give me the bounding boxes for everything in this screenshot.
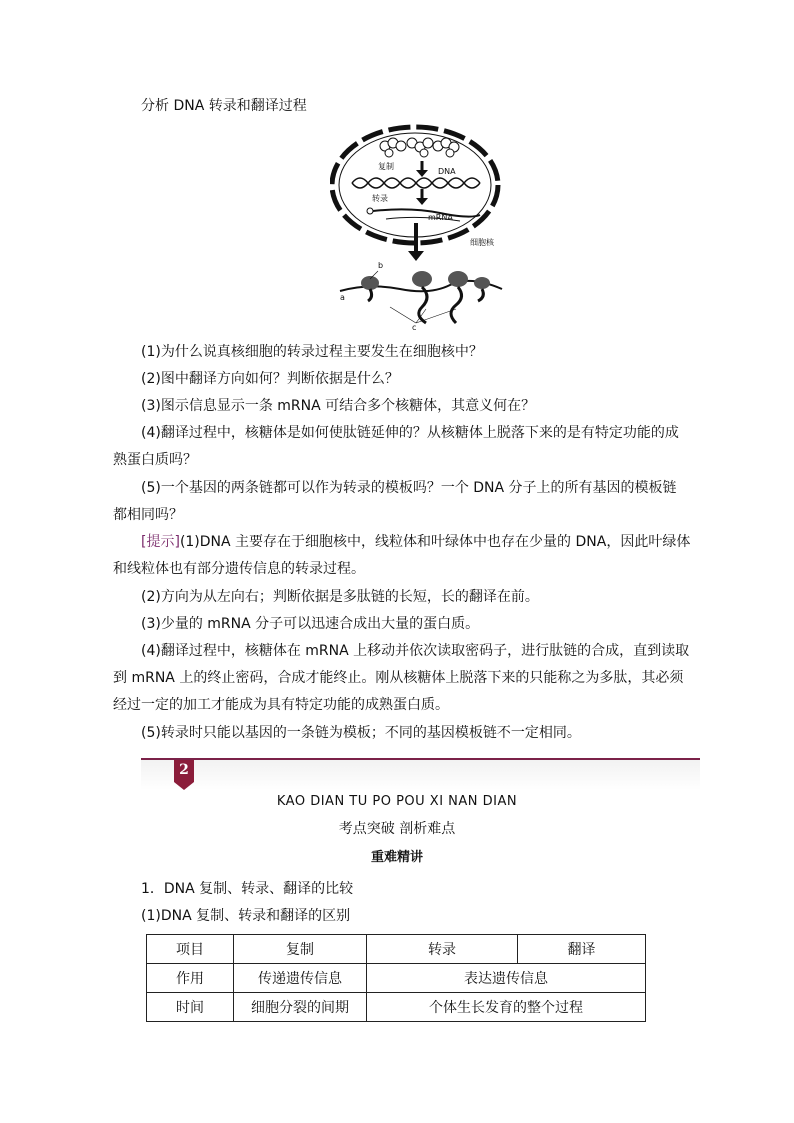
- row1-copy: 传递遗传信息: [234, 964, 367, 993]
- label-mrna: mRNA: [428, 213, 453, 222]
- hint-label: [提示]: [141, 534, 180, 550]
- question-5: (5)一个基因的两条链都可以作为转录的模板吗？一个 DNA 分子上的所有基因的模板链: [141, 480, 677, 496]
- intro-title: 分析 DNA 转录和翻译过程: [141, 98, 307, 114]
- answer-3: (3)少量的 mRNA 分子可以迅速合成出大量的蛋白质。: [141, 616, 480, 632]
- header-translate: 翻译: [518, 935, 646, 964]
- section-number-badge: 2: [174, 760, 194, 782]
- question-4: (4)翻译过程中，核糖体是如何使肽链延伸的？从核糖体上脱落下来的是有特定功能的成: [141, 425, 679, 441]
- question-1: (1)为什么说真核细胞的转录过程主要发生在细胞核中？: [141, 344, 483, 360]
- row1-merged: 表达遗传信息: [367, 964, 646, 993]
- answer-1-text: (1)DNA 主要存在于细胞核中，线粒体和叶绿体中也存在少量的 DNA，因此叶绿体: [179, 534, 691, 550]
- section-shade: [141, 760, 700, 790]
- question-3: (3)图示信息显示一条 mRNA 可结合多个核糖体，其意义何在？: [141, 398, 536, 414]
- answer-4-cont2: 经过一定的加工才能成为具有特定功能的成熟蛋白质。: [113, 697, 449, 713]
- header-transcribe: 转录: [367, 935, 518, 964]
- section-title: 考点突破 剖析难点: [338, 821, 456, 837]
- transcription-translation-figure: [330, 123, 510, 333]
- header-copy: 复制: [234, 935, 367, 964]
- label-c: c: [412, 323, 417, 332]
- section-divider: [141, 758, 700, 760]
- answer-1-cont: 和线粒体也有部分遗传信息的转录过程。: [113, 561, 365, 577]
- answer-2: (2)方向为从左向右；判断依据是多肽链的长短，长的翻译在前。: [141, 589, 539, 605]
- table-header-row: [147, 935, 646, 964]
- row2-label: 时间: [147, 993, 234, 1022]
- section-subtitle: 重难精讲: [370, 850, 423, 865]
- point-title: 1．DNA 复制、转录、翻译的比较: [141, 881, 354, 897]
- header-item: 项目: [147, 935, 234, 964]
- question-2: (2)图中翻译方向如何？判断依据是什么？: [141, 371, 399, 387]
- answer-4: (4)翻译过程中，核糖体在 mRNA 上移动并依次读取密码子，进行肽链的合成，直到读取: [141, 643, 690, 659]
- answer-4-cont: 到 mRNA 上的终止密码，合成才能终止。刚从核糖体上脱落下来的只能称之为多肽，其必须: [113, 670, 684, 686]
- sub-title: (1)DNA 复制、转录和翻译的区别: [141, 908, 351, 924]
- row2-copy: 细胞分裂的间期: [234, 993, 367, 1022]
- section-pinyin: KAO DIAN TU PO POU XI NAN DIAN: [276, 794, 518, 809]
- table-row: [147, 993, 646, 1022]
- row1-label: 作用: [147, 964, 234, 993]
- table-row: [147, 964, 646, 993]
- comparison-table: [146, 934, 646, 1022]
- label-b: b: [378, 261, 384, 270]
- answer-5: (5)转录时只能以基因的一条链为模板；不同的基因模板链不一定相同。: [141, 725, 581, 741]
- answer-1: [141, 532, 691, 552]
- label-transcribe: 转录: [372, 194, 388, 203]
- label-dna: DNA: [438, 167, 456, 176]
- label-nucleus: 细胞核: [470, 238, 494, 247]
- label-replicate: 复制: [378, 162, 394, 171]
- row2-merged: 个体生长发育的整个过程: [367, 993, 646, 1022]
- label-a: a: [340, 293, 345, 302]
- question-5-cont: 都相同吗？: [113, 507, 183, 523]
- cell-diagram: [330, 123, 510, 333]
- question-4-cont: 熟蛋白质吗？: [113, 452, 197, 468]
